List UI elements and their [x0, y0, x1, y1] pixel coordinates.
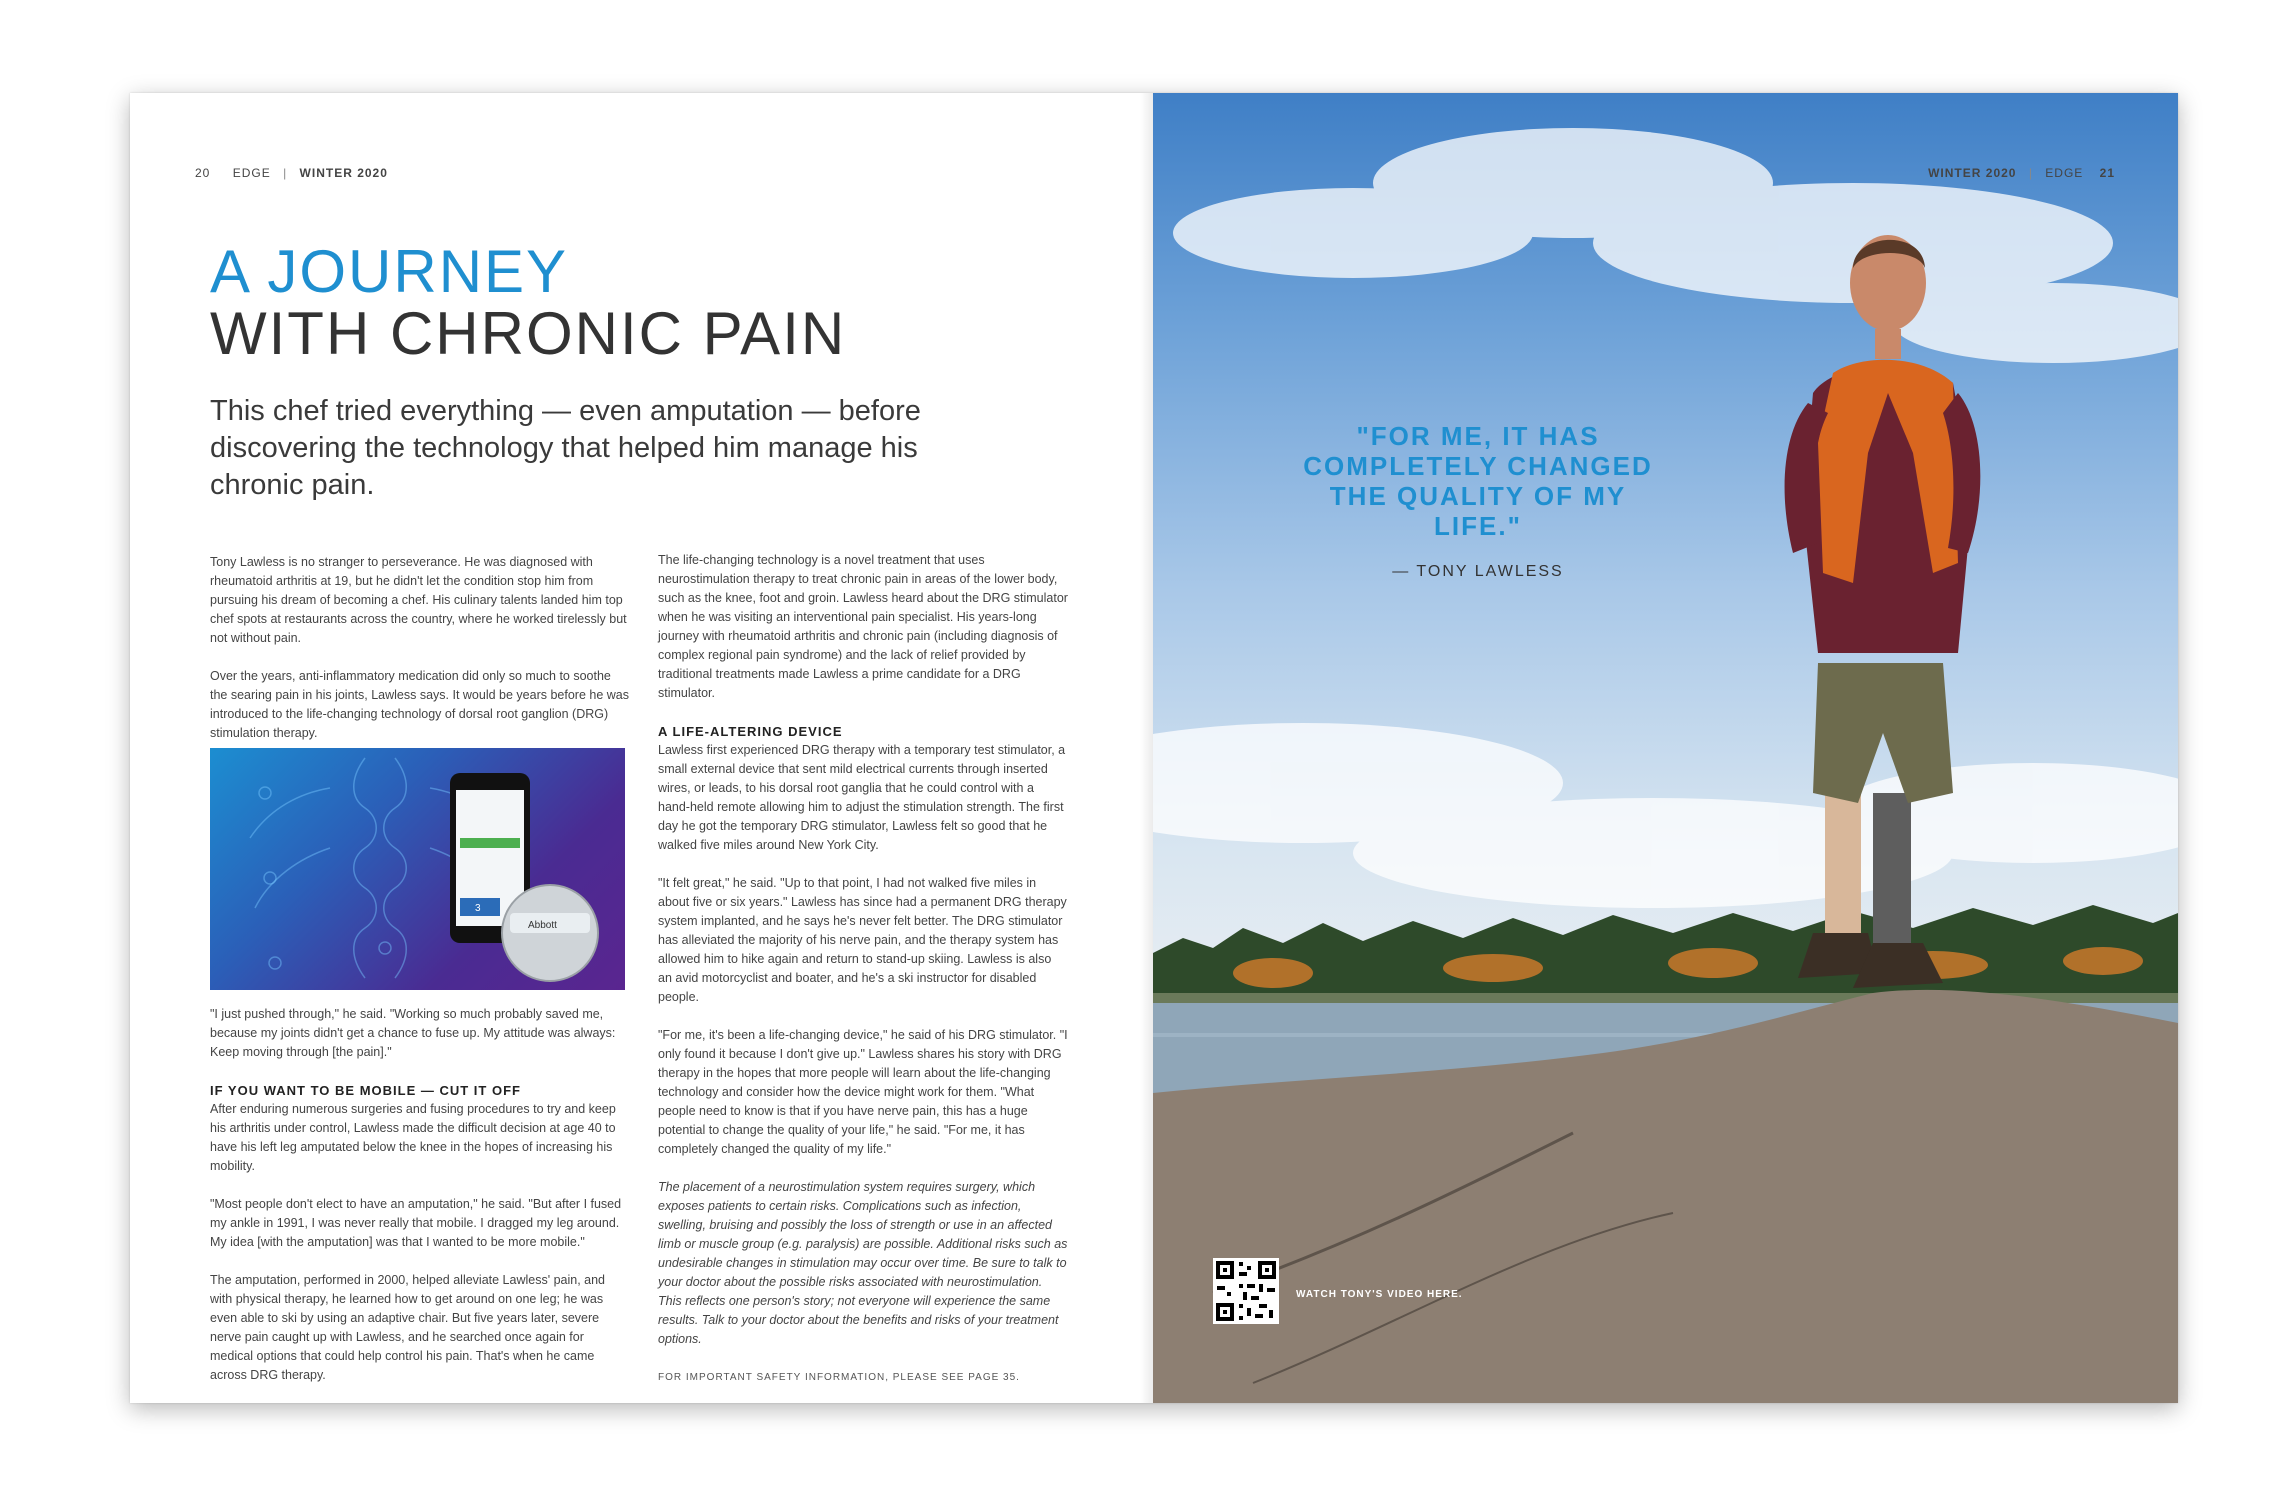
landscape-photo: [1153, 93, 2178, 1403]
body-paragraph: After enduring numerous surgeries and fusing procedures to try and keep his arthritis under control, Lawless made the difficult decision at age 40 to have his left leg amputated below the knee in the hopes of increasing his mobility.: [210, 1102, 616, 1173]
magazine-name: EDGE: [232, 166, 271, 180]
issue-label: WINTER 2020: [1928, 166, 2017, 180]
body-paragraph: The amputation, performed in 2000, helped alleviate Lawless' pain, and with physical therapy, he learned how to get around on one leg; he was even able to ski by using an adaptive chair. But five years later, severe nerve pain caught up with Lawless, and he searched once again for medical options that could help control his pain. That's when he came across DRG therapy.: [210, 1273, 606, 1382]
drg-device-image: [210, 748, 625, 990]
column-1-bottom: [210, 1005, 630, 1404]
body-paragraph: Tony Lawless is no stranger to perseverance. He was diagnosed with rheumatoid arthritis at 19, but he didn't let the condition stop him from pursuing his dream of becoming a chef. His culinary talents landed him top chef spots at restaurants across the country, where he worked tirelessly but not without pain.: [210, 555, 627, 645]
page-number: 20: [195, 166, 211, 180]
section-heading: A LIFE-ALTERING DEVICE: [658, 724, 843, 739]
left-folio: [195, 166, 388, 180]
spine-gutter: [1140, 93, 1153, 1403]
device-illustration: [210, 748, 625, 990]
pull-quote: "FOR ME, IT HAS COMPLETELY CHANGED THE QUALITY OF MY LIFE.": [1303, 421, 1653, 541]
article-deck: This chef tried everything — even amputation — before discovering the technology that helped him manage his chronic pain.: [210, 395, 921, 501]
section-heading: IF YOU WANT TO BE MOBILE — CUT IT OFF: [210, 1083, 521, 1098]
column-2: [658, 551, 1068, 1406]
device-brand: Abbott: [528, 920, 557, 931]
qr-caption[interactable]: WATCH TONY'S VIDEO HERE.: [1296, 1289, 1463, 1300]
body-paragraph: "It felt great," he said. "Up to that point, I had not walked five miles in about five or six years." Lawless has since had a permanent DRG therapy system implanted, and he says he's never felt better. The DRG stimulator has alleviated the majority of his nerve pain, and the therapy system has allowed him to hike again and return to stand-up skiing. Lawless is also an avid motorcyclist and boater, and he's a ski instructor for disabled people.: [658, 876, 1067, 1004]
quote-attribution: — TONY LAWLESS: [1392, 563, 1564, 580]
page-number: 21: [2099, 166, 2115, 180]
safety-note: FOR IMPORTANT SAFETY INFORMATION, PLEASE SEE PAGE 35.: [658, 1372, 1020, 1383]
body-paragraph: Lawless first experienced DRG therapy with a temporary test stimulator, a small external device that sent mild electrical currents through inserted wires, or leads, to his dorsal root ganglia that he could control with a hand-held remote allowing him to adjust the stimulation strength. The first day he got the temporary DRG stimulator, Lawless felt so good that he walked five miles around New York City.: [658, 743, 1066, 852]
left-page: [130, 93, 1153, 1403]
body-paragraph: "Most people don't elect to have an amputation," he said. "But after I fused my ankle in 1991, I was never really that mobile. I dragged my leg around. My idea [with the amputation] was that I wanted to be more mobile.": [210, 1197, 622, 1249]
risk-disclaimer: The placement of a neurostimulation system requires surgery, which exposes patients to certain risks. Complications such as infection, swelling, bruising and possibly the loss of strength or use in an affected limb or muscle group (e.g. paralysis) are possible. Additional risks such as undesirable changes in stimulation may occur over time. Be sure to talk to your doctor about the possible risks associated with neurostimulation. This reflects one person's story; not everyone will experience the same results. Talk to your doctor about the benefits and risks of your treatment options.: [658, 1180, 1068, 1346]
magazine-name: EDGE: [2045, 166, 2084, 180]
body-paragraph: "I just pushed through," he said. "Working so much probably saved me, because my joints didn't get a chance to fuse up. My attitude was always: Keep moving through [the pain].": [210, 1007, 616, 1059]
phone-value: 3: [475, 903, 481, 914]
magazine-spread: [130, 93, 2178, 1403]
article-title-line-2: WITH CHRONIC PAIN: [210, 300, 847, 367]
body-paragraph: Over the years, anti-inflammatory medication did only so much to soothe the searing pain in his joints, Lawless says. It would be years before he was introduced to the life-changing technology of dorsal root ganglion (DRG) stimulation therapy.: [210, 669, 629, 740]
body-paragraph: "For me, it's been a life-changing device," he said of his DRG stimulator. "I only found it because I don't give up." Lawless shares his story with DRG therapy in the hopes that more people will learn about the life-changing technology and consider how the device might work for them. "What people need to know is that if you have nerve pain, this has a huge potential to change the quality of your life," he said. "For me, it has completely changed the quality of my life.": [658, 1028, 1068, 1156]
column-1-top: [210, 553, 630, 762]
folio-separator: |: [283, 166, 288, 180]
issue-label: WINTER 2020: [299, 166, 388, 180]
right-folio: [1928, 166, 2115, 180]
article-title-line-1: A JOURNEY: [210, 238, 569, 305]
body-paragraph: The life-changing technology is a novel treatment that uses neurostimulation therapy to treat chronic pain in areas of the lower body, such as the knee, foot and groin. Lawless heard about the DRG stimulator when he was visiting an interventional pain specialist. His years-long journey with rheumatoid arthritis and chronic pain (including diagnosis of complex regional pain syndrome) and the lack of relief provided by traditional treatments made Lawless a prime candidate for a DRG stimulator.: [658, 553, 1068, 700]
right-page-photo: [1153, 93, 2178, 1403]
qr-code-icon[interactable]: [1213, 1258, 1279, 1324]
folio-separator: |: [2028, 166, 2033, 180]
